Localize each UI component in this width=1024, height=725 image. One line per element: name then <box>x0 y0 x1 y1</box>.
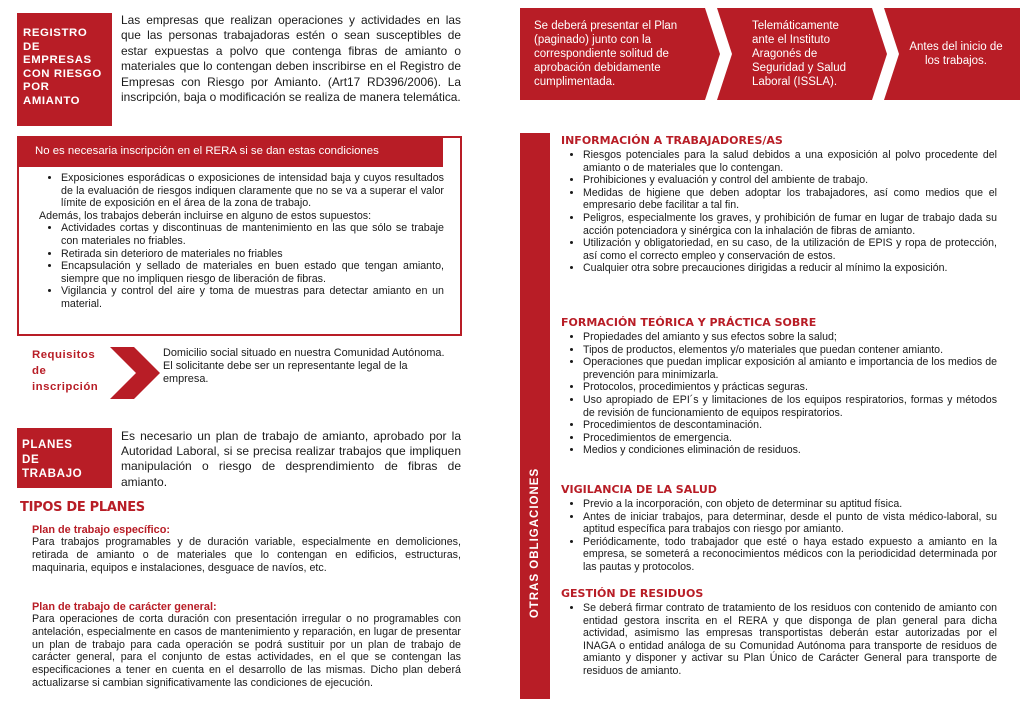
list-item: • Protocolos, procedimientos y prácticas seguras. <box>583 381 997 394</box>
requisitos-label <box>32 347 98 395</box>
formacion-list <box>561 331 997 457</box>
no-inscripcion-title: No es necesaria inscripción en el RERA si se dan estas condiciones <box>19 137 443 167</box>
no-inscripcion-box <box>17 136 462 336</box>
list-item: • Vigilancia y control del aire y toma de muestras para detectar amianto en un material. <box>61 285 444 310</box>
info-title: INFORMACIÓN A TRABAJADORES/AS <box>561 134 783 147</box>
list-item: • Prohibiciones y evaluación y control del ambiente de trabajo. <box>583 174 997 187</box>
list-item: • Actividades cortas y discontinuas de mantenimiento en las que sólo se trabaje con materiales no friables. <box>61 222 444 247</box>
step-2 <box>752 8 864 100</box>
otras-obligaciones-bar <box>520 133 550 699</box>
list-item: • Uso apropiado de EPI´s y limitaciones de los equipos respiratorios, formas y métodos de revisión de funcionamiento de equipos respiratorios. <box>583 394 997 419</box>
no-inscripcion-list-1 <box>39 172 444 210</box>
formacion-section <box>561 316 997 457</box>
vigilancia-title: VIGILANCIA DE LA SALUD <box>561 483 717 496</box>
list-item: • Procedimientos de emergencia. <box>583 432 997 445</box>
planes-label-line: PLANES <box>22 438 73 451</box>
no-inscripcion-list-2 <box>39 222 444 310</box>
list-item: • Utilización y obligatoriedad, en su caso, de la utilización de EPIS y ropa de protección, así como el correcto empleo y conservación de estos. <box>583 237 997 262</box>
step-3-text: Antes del inicio de los trabajos. <box>909 41 1003 67</box>
step-3 <box>906 8 1006 100</box>
tipos-title: TIPOS DE PLANES <box>20 500 145 515</box>
vigilancia-section <box>561 483 997 574</box>
list-item: • Encapsulación y sellado de materiales en buen estado que tengan amianto, siempre que no impliquen riesgo de liberación de fibras. <box>61 260 444 285</box>
no-inscripcion-intro: Además, los trabajos deberán incluirse en alguno de estos supuestos: <box>39 209 372 222</box>
residuos-section <box>561 587 997 678</box>
step-1 <box>534 8 694 100</box>
registro-label-line: POR <box>23 81 50 94</box>
list-item: • Se deberá firmar contrato de tratamiento de los residuos con contenido de amianto con entidad gestora inscrita en el RERA y que disponga de plan general para dicha actividad, asimismo las empresas transportistas deberán estar autorizadas por el INAGA o entidad análoga de su Comunidad Autónoma para transporte de residuos de amianto y disponer y activar su Plan Único de Carácter General para transporte de residuos de amianto. <box>583 602 997 678</box>
requisitos-label-line: de <box>32 365 47 377</box>
planes-text: Es necesario un plan de trabajo de amianto, aprobado por la Autoridad Laboral, si se precisa realizar trabajos que impliquen manipulación o riesgo de desprendimiento de fibras de amianto. <box>121 429 461 489</box>
registro-label-line: AMIANTO <box>23 94 81 107</box>
residuos-list <box>561 602 997 678</box>
list-item: • Exposiciones esporádicas o exposiciones de intensidad baja y cuyos resultados de la evaluación de riesgos indiquen claramente que no se va a superar el valor límite de exposición en el área de la zona de trabajo. <box>61 172 444 210</box>
list-item: • Peligros, especialmente los graves, y prohibición de fumar en lugar de trabajo dada su acción potenciadora y sinérgica con la inhalación de fibras de amianto. <box>583 212 997 237</box>
vigilancia-list <box>561 498 997 574</box>
list-item: • Antes de iniciar trabajos, para determinar, desde el punto de vista médico-laboral, su aptitud específica para trabajos con riesgo por amianto. <box>583 511 997 536</box>
requisitos-line: Domicilio social situado en nuestra Comunidad Autónoma. <box>163 347 445 359</box>
registro-label-line: EMPRESAS <box>23 54 92 67</box>
especifico-text: Para trabajos programables y de duración variable, especialmente en demoliciones, retirada de amianto o de materiales que lo contengan en edificios, estructuras, maquinaria, equipos e instalaciones, desguace de navíos, etc. <box>32 536 461 574</box>
planes-label <box>17 428 112 488</box>
planes-label-line: TRABAJO <box>22 467 83 481</box>
list-item: • Retirada sin deterioro de materiales no friables <box>61 248 444 261</box>
residuos-title: GESTIÓN DE RESIDUOS <box>561 587 704 600</box>
list-item: • Riesgos potenciales para la salud debidos a una exposición al polvo procedente del amianto o de materiales que lo contengan. <box>583 149 997 174</box>
registro-label-line: DE <box>23 40 41 53</box>
list-item: • Medios y condiciones eliminación de residuos. <box>583 444 997 457</box>
info-list <box>561 149 997 275</box>
registro-label <box>17 13 112 126</box>
requisitos-line: El solicitante debe ser un representante legal de la empresa. <box>163 359 408 385</box>
registro-label-line: CON RIESGO <box>23 67 102 80</box>
requisitos-arrow <box>26 347 160 399</box>
requisitos-text <box>163 347 453 385</box>
list-item: • Operaciones que puedan implicar exposición al amianto e importancia de los medios de prevención para minimizarla. <box>583 356 997 381</box>
list-item: • Previo a la incorporación, con objeto de determinar su aptitud física. <box>583 498 997 511</box>
registro-label-line: REGISTRO <box>23 27 88 39</box>
list-item: • Procedimientos de descontaminación. <box>583 419 997 432</box>
general-text: Para operaciones de corta duración con presentación irregular o no programables con antelación, especialmente en casos de mantenimiento y reparación, en lugar de presentar un plan de trabajo para cada operación se podrá sustituir por un plan de trabajo de carácter general, para el conjunto de estas actividades, en el que se contengan las especificaciones a tener en cuenta en el desarrollo de las mismas. Dicho plan deberá actualizarse si cambian significativamente las condiciones de ejecución. <box>32 613 461 689</box>
list-item: • Medidas de higiene que deben adoptar los trabajadores, así como medios que el empresario debe facilitar a tal fin. <box>583 187 997 212</box>
step-1-text: Se deberá presentar el Plan (paginado) junto con la correspondiente solitud de aprobación debidamente cumplimentada. <box>534 20 678 88</box>
info-section <box>561 134 997 275</box>
planes-label-line: DE <box>22 452 40 466</box>
especifico-title: Plan de trabajo específico: <box>32 524 170 536</box>
list-item: • Periódicamente, todo trabajador que esté o haya estado expuesto a amianto en la empresa, se someterá a reconocimientos médicos con la periodicidad determinada por las pautas y protocolos. <box>583 536 997 574</box>
requisitos-label-line: inscripción <box>32 381 99 393</box>
general-title: Plan de trabajo de carácter general: <box>32 601 217 613</box>
list-item: • Tipos de productos, elementos y/o materiales que puedan contener amianto. <box>583 344 997 357</box>
no-inscripcion-body <box>19 167 460 311</box>
formacion-title: FORMACIÓN TEÓRICA Y PRÁCTICA SOBRE <box>561 316 817 329</box>
list-item: • Cualquier otra sobre precauciones dirigidas a reducir al mínimo la exposición. <box>583 262 997 275</box>
list-item: • Propiedades del amianto y sus efectos sobre la salud; <box>583 331 997 344</box>
step-2-text: Telemáticamente ante el Instituto Aragonés de Seguridad y Salud Laboral (ISSLA). <box>752 20 846 88</box>
requisitos-label-line: Requisitos <box>32 349 96 361</box>
otras-obligaciones-label: OTRAS OBLIGACIONES <box>529 467 541 619</box>
registro-text: Las empresas que realizan operaciones y actividades en las que las personas trabajadoras estén o sean susceptibles de estar expuestas a polvo que contenga fibras de amianto o materiales que lo contengan deben inscribirse en el Registro de Empresas con Riesgo por Amianto. (Art17 RD396/2006). La inscripción, baja o modificación se realiza de manera telemática. <box>121 13 461 105</box>
